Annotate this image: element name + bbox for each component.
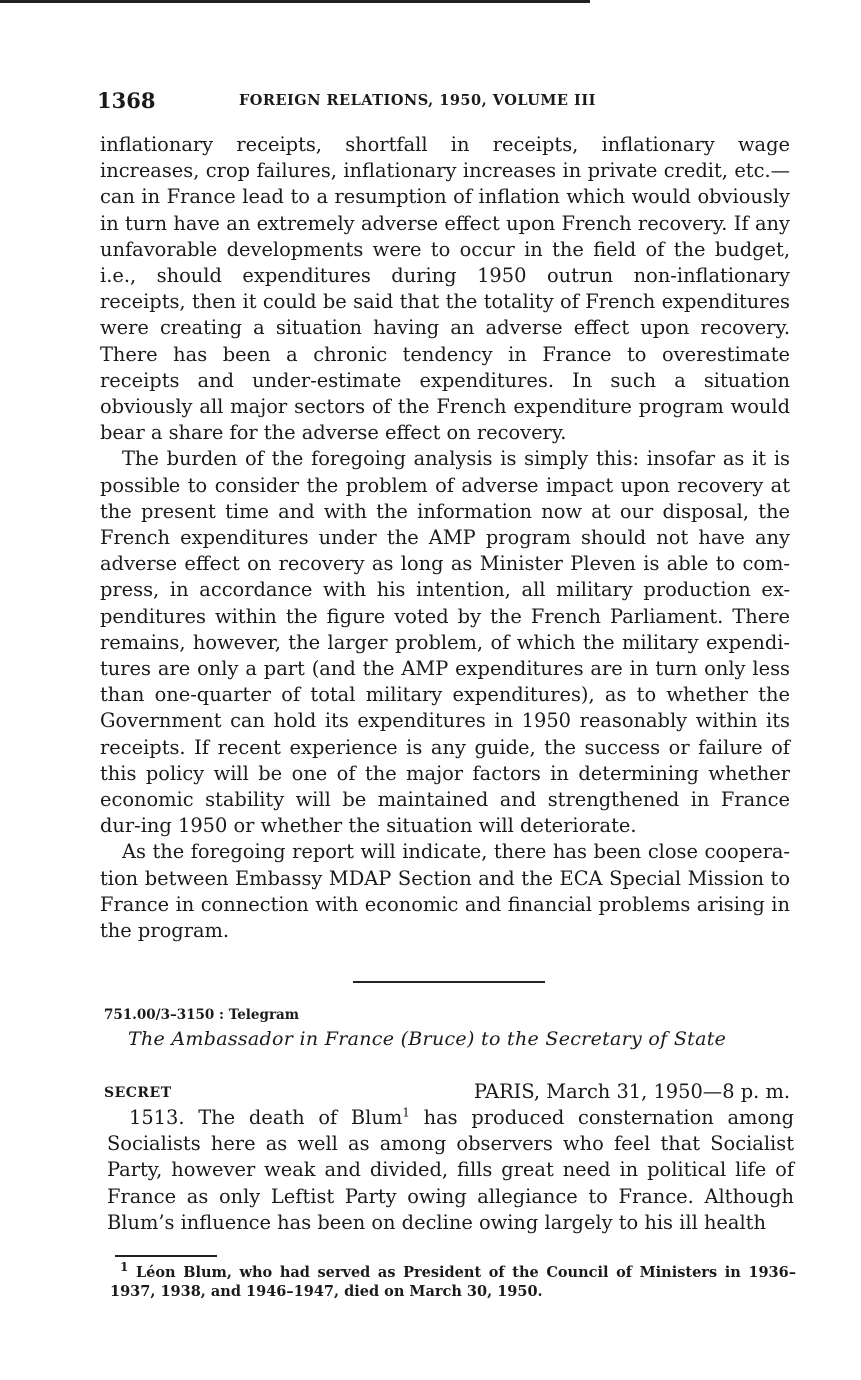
paragraph-cooperation: As the foregoing report will indicate, there has been close coopera-tion between Embassy MDAP Section and the ECA Special Mission to France in connection with economic and financial problems arising in the program. <box>100 840 790 943</box>
page-header <box>97 88 797 116</box>
footnote-text: Léon Blum, who had served as President of the Council of Ministers in 1936–1937, 1938, and 1946–1947, died on March 30, 1950. <box>110 1264 796 1300</box>
dateline <box>104 1080 790 1108</box>
paragraph-continued: inflationary receipts, shortfall in receipts, inflationary wage increases, crop failures, inflationary increases in private credit, etc.—can in France lead to a resumption of inflation which would obviously in turn have an extremely adverse effect upon French recovery. If any unfavorable developments were to occur in the field of the budget, i.e., should expenditures during 1950 outrun non-inflationary receipts, then it could be said that the totality of French expenditures were creating a situation having an adverse effect upon recovery. There has been a chronic tendency in France to overestimate receipts and under-estimate expenditures. In such a situation obviously all major sectors of the French expenditure program would bear a share for the adverse effect on recovery. <box>100 133 790 445</box>
document-file-reference: 751.00/3–3150 : Telegram <box>104 1007 300 1023</box>
paragraph-analysis: The burden of the foregoing analysis is simply this: insofar as it is possible to consider the problem of adverse impact upon recovery at the present time and with the information now at our disposal, the French expenditures under the AMP program should not have any adverse effect on recovery as long as Minister Pleven is able to com-press, in accordance with his intention, all military production ex-penditures within the figure voted by the French Parliament. There remains, however, the larger problem, of which the military expendi-tures are only a part (and the AMP expenditures are in turn only less than one-quarter of total military expenditures), as to whether the Government can hold its expenditures in 1950 reasonably within its receipts. If recent experience is any guide, the success or failure of this policy will be one of the major factors in determining whether economic stability will be maintained and strengthened in France dur-ing 1950 or whether the situation will deteriorate. <box>100 447 790 838</box>
telegram-body <box>107 1105 794 1236</box>
section-divider <box>353 981 545 983</box>
footnote-marker: 1 <box>120 1260 129 1275</box>
main-body <box>100 132 790 944</box>
document-title: The Ambassador in France (Bruce) to the Secretary of State <box>128 1028 727 1050</box>
running-head: FOREIGN RELATIONS, 1950, VOLUME III <box>239 92 596 109</box>
telegram-paragraph <box>107 1105 794 1236</box>
telegram-text-start: The death of Blum <box>198 1106 403 1129</box>
place-and-date: PARIS, March 31, 1950—8 p. m. <box>473 1080 790 1103</box>
classification-label: SECRET <box>104 1085 172 1101</box>
footnote <box>110 1260 796 1301</box>
top-rule <box>0 0 590 3</box>
telegram-text-rest: has produced consternation among Socialists here as well as among observers who feel that Socialist Party, however weak and divided, fills great need in political life of France as only Leftist Party owing allegiance to France. Although Blum’s influence has been on decline owing largely to his ill health <box>107 1106 795 1234</box>
footnote-reference[interactable]: 1 <box>402 1105 410 1120</box>
page-number: 1368 <box>97 88 156 113</box>
telegram-number: 1513. <box>129 1106 185 1129</box>
footnote-rule <box>115 1255 217 1257</box>
